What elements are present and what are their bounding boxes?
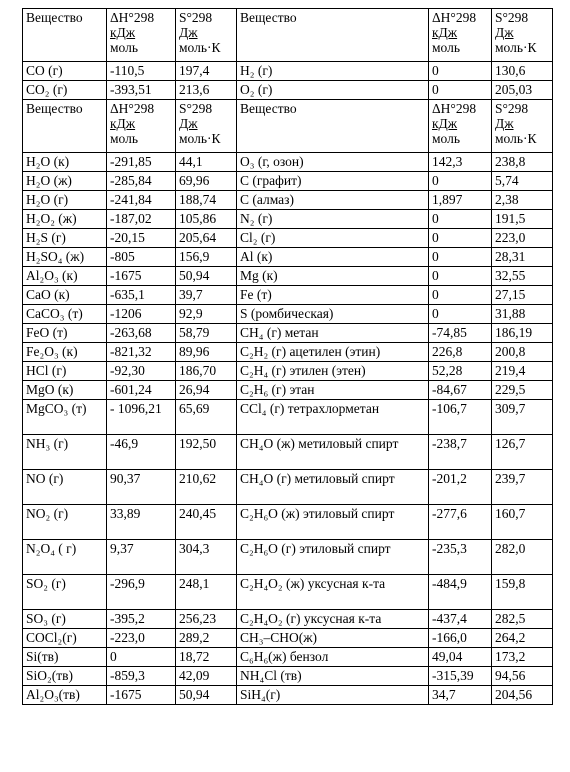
substance-cell: H₂O₂ (ж) (23, 210, 107, 229)
entropy-cell: 264,2 (492, 629, 553, 648)
enthalpy-cell: 33,89 (107, 505, 176, 540)
entropy-cell: 186,70 (176, 362, 237, 381)
entropy-cell: 240,45 (176, 505, 237, 540)
entropy-cell: 205,03 (492, 81, 553, 100)
enthalpy-cell: -393,51 (107, 81, 176, 100)
thermodynamic-data-table (22, 8, 553, 705)
table-row (23, 305, 553, 324)
entropy-cell: 69,96 (176, 172, 237, 191)
enthalpy-cell: -285,84 (107, 172, 176, 191)
enthalpy-cell: -296,9 (107, 575, 176, 610)
substance-cell: Fe (т) (237, 286, 429, 305)
substance-cell: H₂O (ж) (23, 172, 107, 191)
enthalpy-cell: 0 (429, 286, 492, 305)
substance-cell: CH₄O (ж) метиловый спирт (237, 435, 429, 470)
substance-cell: O₂ (г) (237, 81, 429, 100)
header-substance-2: Вещество (237, 100, 429, 153)
entropy-cell: 200,8 (492, 343, 553, 362)
enthalpy-cell: -277,6 (429, 505, 492, 540)
entropy-cell: 39,7 (176, 286, 237, 305)
header-enthalpy-2: ΔH°298 кДж моль (429, 100, 492, 153)
entropy-cell: 229,5 (492, 381, 553, 400)
enthalpy-cell: -1675 (107, 267, 176, 286)
table-row (23, 686, 553, 705)
header-substance: Вещество (23, 100, 107, 153)
enthalpy-cell: -74,85 (429, 324, 492, 343)
enthalpy-cell: 0 (429, 229, 492, 248)
substance-cell: Cl₂ (г) (237, 229, 429, 248)
entropy-cell: 2,38 (492, 191, 553, 210)
entropy-cell: 32,55 (492, 267, 553, 286)
substance-cell: Al₂O₃ (к) (23, 267, 107, 286)
entropy-cell: 282,5 (492, 610, 553, 629)
table-row (23, 470, 553, 505)
substance-cell: SO₃ (г) (23, 610, 107, 629)
enthalpy-cell: -395,2 (107, 610, 176, 629)
header-entropy-2: S°298 Дж моль·К (492, 9, 553, 62)
substance-cell: C₂H₄O₂ (г) уксусная к-та (237, 610, 429, 629)
enthalpy-cell: -166,0 (429, 629, 492, 648)
header-entropy: S°298 Дж моль·К (176, 100, 237, 153)
entropy-cell: 50,94 (176, 686, 237, 705)
enthalpy-cell: -187,02 (107, 210, 176, 229)
enthalpy-cell: 90,37 (107, 470, 176, 505)
enthalpy-cell: 9,37 (107, 540, 176, 575)
enthalpy-cell: 0 (429, 248, 492, 267)
entropy-cell: 159,8 (492, 575, 553, 610)
header-enthalpy: ΔH°298 кДж моль (107, 9, 176, 62)
substance-cell: CO₂ (г) (23, 81, 107, 100)
enthalpy-cell: -1675 (107, 686, 176, 705)
entropy-cell: 204,56 (492, 686, 553, 705)
entropy-cell: 191,5 (492, 210, 553, 229)
entropy-cell: 213,6 (176, 81, 237, 100)
entropy-cell: 223,0 (492, 229, 553, 248)
enthalpy-cell: -106,7 (429, 400, 492, 435)
enthalpy-cell: -235,3 (429, 540, 492, 575)
entropy-cell: 44,1 (176, 153, 237, 172)
table-row (23, 153, 553, 172)
substance-cell: Al (к) (237, 248, 429, 267)
enthalpy-cell: 142,3 (429, 153, 492, 172)
table-row (23, 210, 553, 229)
substance-cell: CO (г) (23, 62, 107, 81)
table-row (23, 191, 553, 210)
substance-cell: H₂O (г) (23, 191, 107, 210)
enthalpy-cell: -291,85 (107, 153, 176, 172)
entropy-cell: 304,3 (176, 540, 237, 575)
entropy-cell: 65,69 (176, 400, 237, 435)
table-row (23, 575, 553, 610)
table-row (23, 62, 553, 81)
entropy-cell: 289,2 (176, 629, 237, 648)
enthalpy-cell: 0 (429, 81, 492, 100)
substance-cell: C₆H₆(ж) бензол (237, 648, 429, 667)
entropy-cell: 219,4 (492, 362, 553, 381)
entropy-cell: 256,23 (176, 610, 237, 629)
table-row (23, 540, 553, 575)
enthalpy-cell: 0 (429, 305, 492, 324)
enthalpy-cell: 0 (107, 648, 176, 667)
enthalpy-cell: - 1096,21 (107, 400, 176, 435)
substance-cell: O₃ (г, озон) (237, 153, 429, 172)
substance-cell: CH₃–CHO(ж) (237, 629, 429, 648)
entropy-cell: 27,15 (492, 286, 553, 305)
entropy-cell: 5,74 (492, 172, 553, 191)
enthalpy-cell: 0 (429, 172, 492, 191)
entropy-cell: 192,50 (176, 435, 237, 470)
substance-cell: H₂S (г) (23, 229, 107, 248)
enthalpy-cell: -238,7 (429, 435, 492, 470)
substance-cell: H₂ (г) (237, 62, 429, 81)
enthalpy-cell: -315,39 (429, 667, 492, 686)
entropy-cell: 210,62 (176, 470, 237, 505)
table-row (23, 400, 553, 435)
substance-cell: C₂H₆O (ж) этиловый спирт (237, 505, 429, 540)
substance-cell: C₂H₂ (г) ацетилен (этин) (237, 343, 429, 362)
entropy-cell: 156,9 (176, 248, 237, 267)
substance-cell: SiH₄(г) (237, 686, 429, 705)
substance-cell: NH₄Cl (тв) (237, 667, 429, 686)
enthalpy-cell: -110,5 (107, 62, 176, 81)
substance-cell: C (алмаз) (237, 191, 429, 210)
table-row (23, 267, 553, 286)
entropy-cell: 130,6 (492, 62, 553, 81)
enthalpy-cell: -437,4 (429, 610, 492, 629)
enthalpy-cell: 52,28 (429, 362, 492, 381)
substance-cell: CaO (к) (23, 286, 107, 305)
table-row (23, 324, 553, 343)
table-row (23, 286, 553, 305)
entropy-cell: 248,1 (176, 575, 237, 610)
enthalpy-cell: -1206 (107, 305, 176, 324)
substance-cell: SO₂ (г) (23, 575, 107, 610)
enthalpy-cell: -805 (107, 248, 176, 267)
enthalpy-cell: 0 (429, 267, 492, 286)
header-row-repeat (23, 100, 553, 153)
table-row (23, 362, 553, 381)
enthalpy-cell: -20,15 (107, 229, 176, 248)
substance-cell: CH₄ (г) метан (237, 324, 429, 343)
table-row (23, 629, 553, 648)
entropy-cell: 239,7 (492, 470, 553, 505)
header-row (23, 9, 553, 62)
substance-cell: COCl₂(г) (23, 629, 107, 648)
entropy-cell: 105,86 (176, 210, 237, 229)
table-row (23, 667, 553, 686)
table-row (23, 648, 553, 667)
substance-cell: Fe₂O₃ (к) (23, 343, 107, 362)
entropy-cell: 50,94 (176, 267, 237, 286)
entropy-cell: 18,72 (176, 648, 237, 667)
substance-cell: MgCO₃ (т) (23, 400, 107, 435)
enthalpy-cell: -46,9 (107, 435, 176, 470)
enthalpy-cell: -241,84 (107, 191, 176, 210)
header-substance-2: Вещество (237, 9, 429, 62)
entropy-cell: 197,4 (176, 62, 237, 81)
entropy-cell: 188,74 (176, 191, 237, 210)
enthalpy-cell: -821,32 (107, 343, 176, 362)
entropy-cell: 58,79 (176, 324, 237, 343)
enthalpy-cell: 34,7 (429, 686, 492, 705)
table-row (23, 505, 553, 540)
substance-cell: Al₂O₃(тв) (23, 686, 107, 705)
table-row (23, 435, 553, 470)
table-row (23, 343, 553, 362)
substance-cell: CH₄O (г) метиловый спирт (237, 470, 429, 505)
enthalpy-cell: 1,897 (429, 191, 492, 210)
table-row (23, 172, 553, 191)
entropy-cell: 94,56 (492, 667, 553, 686)
table-row (23, 248, 553, 267)
substance-cell: NO (г) (23, 470, 107, 505)
header-enthalpy-2: ΔH°298 кДж моль (429, 9, 492, 62)
substance-cell: SiO₂(тв) (23, 667, 107, 686)
header-entropy-2: S°298 Дж моль·К (492, 100, 553, 153)
substance-cell: N₂O₄ ( г) (23, 540, 107, 575)
entropy-cell: 89,96 (176, 343, 237, 362)
entropy-cell: 160,7 (492, 505, 553, 540)
enthalpy-cell: -84,67 (429, 381, 492, 400)
substance-cell: FeO (т) (23, 324, 107, 343)
enthalpy-cell: -601,24 (107, 381, 176, 400)
substance-cell: NH₃ (г) (23, 435, 107, 470)
table-row (23, 229, 553, 248)
table-row (23, 610, 553, 629)
entropy-cell: 126,7 (492, 435, 553, 470)
entropy-cell: 309,7 (492, 400, 553, 435)
entropy-cell: 205,64 (176, 229, 237, 248)
table-row (23, 81, 553, 100)
enthalpy-cell: -201,2 (429, 470, 492, 505)
enthalpy-cell: -859,3 (107, 667, 176, 686)
enthalpy-cell: 0 (429, 210, 492, 229)
entropy-cell: 173,2 (492, 648, 553, 667)
enthalpy-cell: 226,8 (429, 343, 492, 362)
substance-cell: C₂H₆O (г) этиловый спирт (237, 540, 429, 575)
substance-cell: C₂H₆ (г) этан (237, 381, 429, 400)
header-enthalpy: ΔH°298 кДж моль (107, 100, 176, 153)
substance-cell: Mg (к) (237, 267, 429, 286)
substance-cell: C (графит) (237, 172, 429, 191)
substance-cell: N₂ (г) (237, 210, 429, 229)
enthalpy-cell: -635,1 (107, 286, 176, 305)
enthalpy-cell: 0 (429, 62, 492, 81)
entropy-cell: 26,94 (176, 381, 237, 400)
entropy-cell: 42,09 (176, 667, 237, 686)
enthalpy-cell: -92,30 (107, 362, 176, 381)
substance-cell: CaCO₃ (т) (23, 305, 107, 324)
substance-cell: NO₂ (г) (23, 505, 107, 540)
substance-cell: CCl₄ (г) тетрахлорметан (237, 400, 429, 435)
substance-cell: HCl (г) (23, 362, 107, 381)
enthalpy-cell: 49,04 (429, 648, 492, 667)
substance-cell: H₂O (к) (23, 153, 107, 172)
enthalpy-cell: -263,68 (107, 324, 176, 343)
table-row (23, 381, 553, 400)
substance-cell: MgO (к) (23, 381, 107, 400)
entropy-cell: 92,9 (176, 305, 237, 324)
entropy-cell: 282,0 (492, 540, 553, 575)
entropy-cell: 28,31 (492, 248, 553, 267)
entropy-cell: 31,88 (492, 305, 553, 324)
enthalpy-cell: -484,9 (429, 575, 492, 610)
substance-cell: H₂SO₄ (ж) (23, 248, 107, 267)
substance-cell: S (ромбическая) (237, 305, 429, 324)
enthalpy-cell: -223,0 (107, 629, 176, 648)
substance-cell: C₂H₄ (г) этилен (этен) (237, 362, 429, 381)
header-entropy: S°298 Дж моль·К (176, 9, 237, 62)
entropy-cell: 186,19 (492, 324, 553, 343)
substance-cell: Si(тв) (23, 648, 107, 667)
substance-cell: C₂H₄O₂ (ж) уксусная к-та (237, 575, 429, 610)
header-substance: Вещество (23, 9, 107, 62)
entropy-cell: 238,8 (492, 153, 553, 172)
